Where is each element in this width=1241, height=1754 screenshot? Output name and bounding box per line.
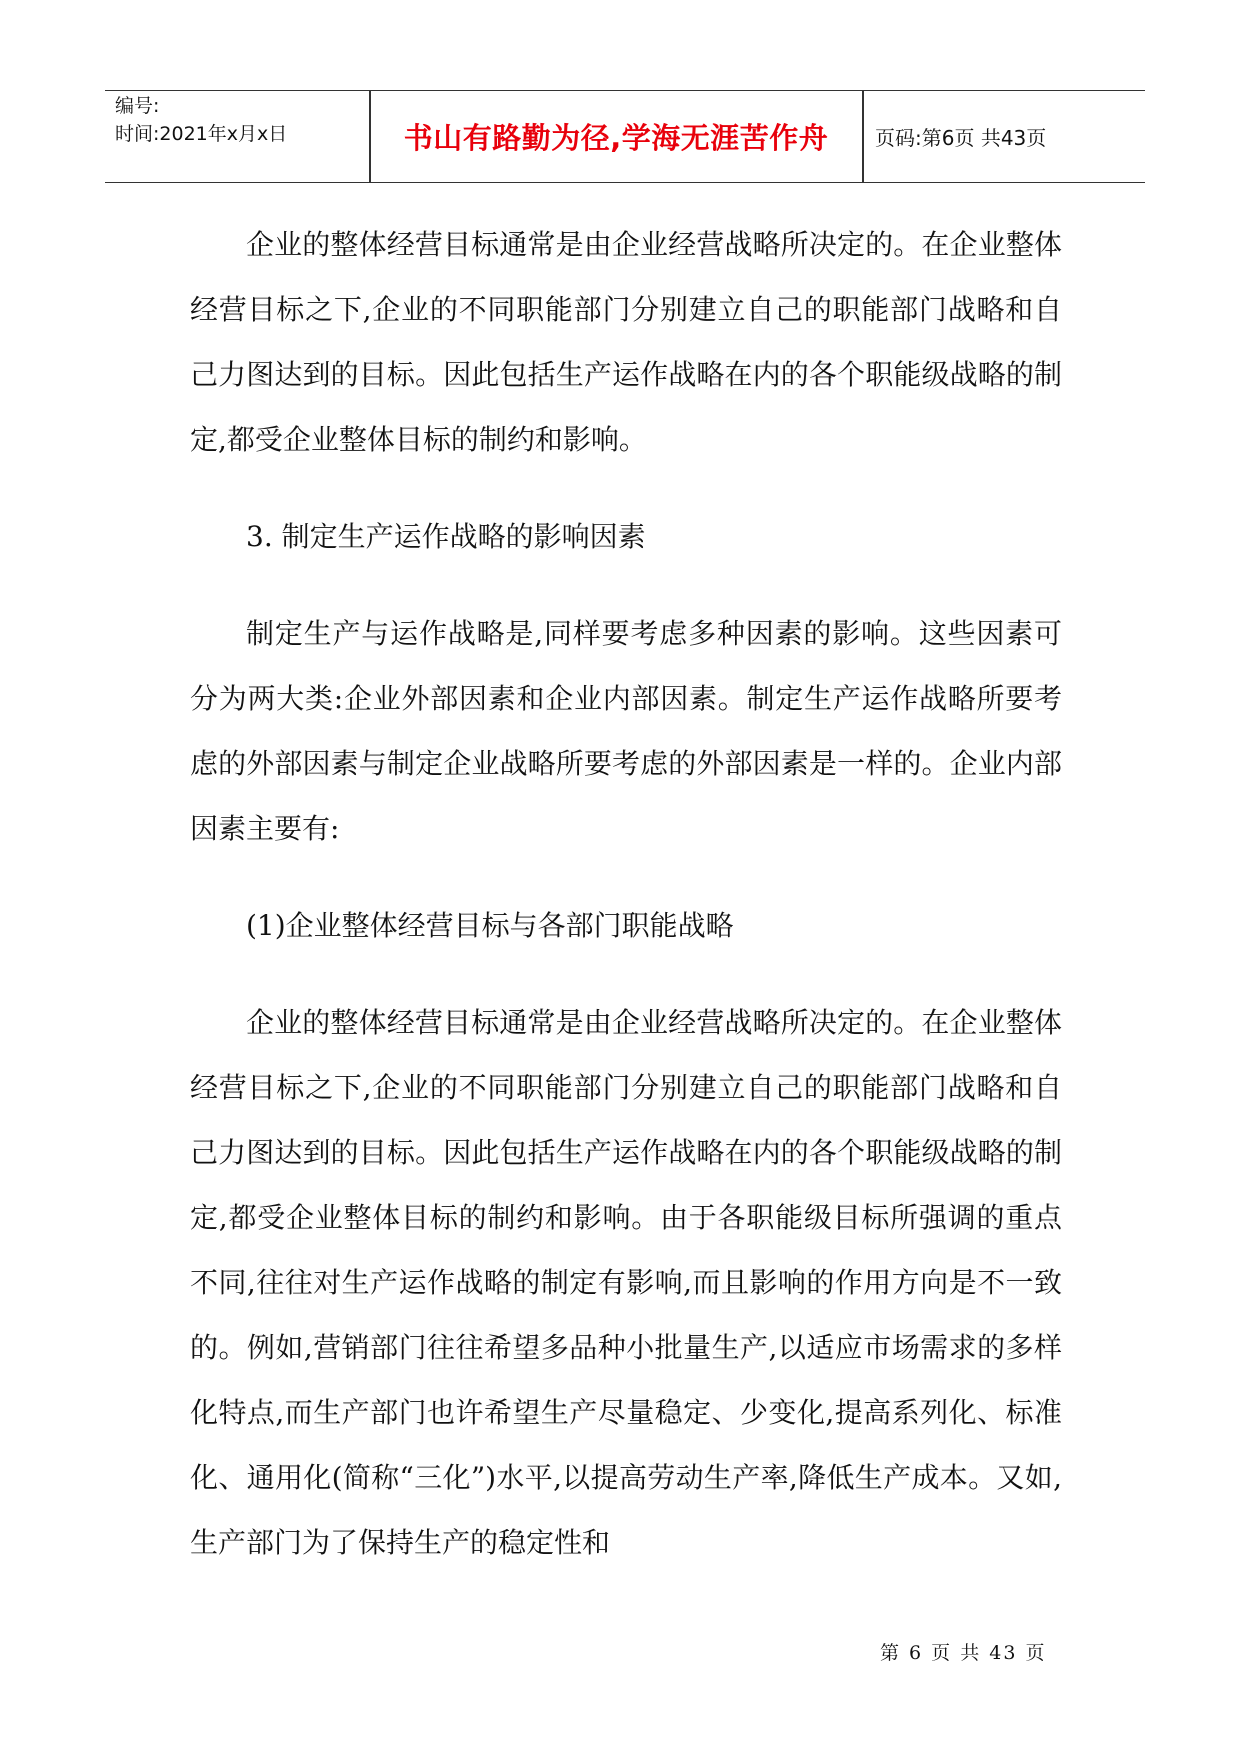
header-page-number: 页码:第6页 共43页 (875, 126, 1047, 150)
section-heading: 3. 制定生产运作战略的影响因素 (246, 520, 646, 553)
page-footer: 第 6 页 共 43 页 (880, 1642, 1047, 1664)
document-time-label: 时间:2021年x月x日 (115, 123, 288, 145)
header-motto: 书山有路勤为径,学海无涯苦作舟 (403, 121, 829, 155)
document-body (190, 212, 1062, 1575)
paragraph: 企业的整体经营目标通常是由企业经营战略所决定的。在企业整体经营目标之下,企业的不同职能部门分别建立自己的职能部门战略和自己力图达到的目标。因此包括生产运作战略在内的各个职能级战略的制定,都受企业整体目标的制约和影响。由于各职能级目标所强调的重点不同,往往对生产运作战略的制定有影响,而且影响的作用方向是不一致的。例如,营销部门往往希望多品种小批量生产,以适应市场需求的多样化特点,而生产部门也许希望生产尽量稳定、少变化,提高系列化、标准化、通用化(简称“三化”)水平,以提高劳动生产率,降低生产成本。又如,生产部门为了保持生产的稳定性和 (190, 1006, 1062, 1559)
page-header (105, 90, 1145, 183)
subsection-heading: (1)企业整体经营目标与各部门职能战略 (246, 909, 734, 942)
document-number-label: 编号: (115, 95, 160, 117)
paragraph: 企业的整体经营目标通常是由企业经营战略所决定的。在企业整体经营目标之下,企业的不同职能部门分别建立自己的职能部门战略和自己力图达到的目标。因此包括生产运作战略在内的各个职能级战略的制定,都受企业整体目标的制约和影响。 (190, 228, 1062, 456)
header-info (115, 91, 370, 182)
paragraph: 制定生产与运作战略是,同样要考虑多种因素的影响。这些因素可分为两大类:企业外部因素和企业内部因素。制定生产运作战略所要考虑的外部因素与制定企业战略所要考虑的外部因素是一样的。企业内部因素主要有: (190, 617, 1062, 845)
header-divider-right (862, 91, 864, 182)
